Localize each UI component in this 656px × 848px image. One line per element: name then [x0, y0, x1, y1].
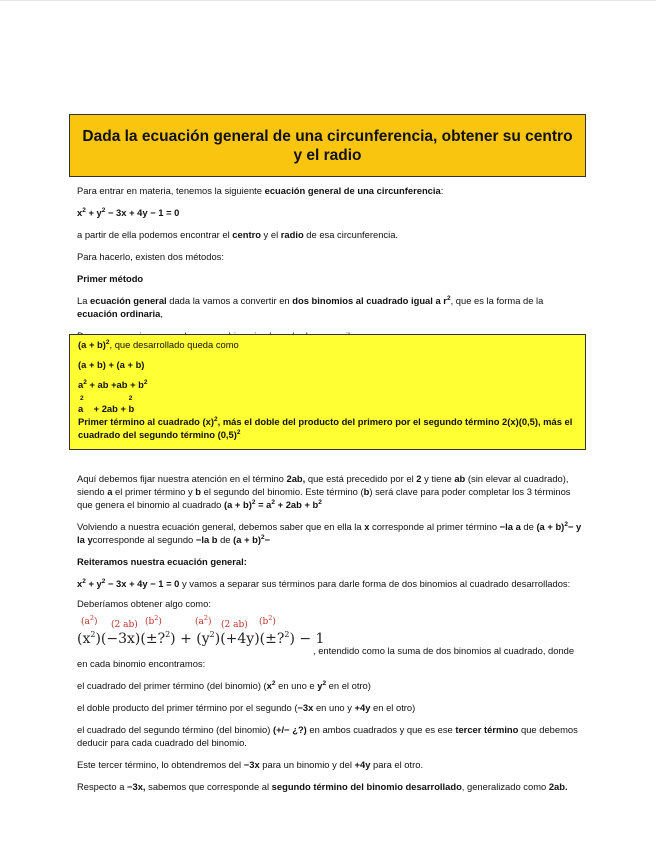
text-bold: ecuación ordinaria — [77, 308, 161, 319]
exponent: 2 — [82, 207, 86, 214]
text-bold: y — [317, 680, 323, 691]
text: el cuadrado del segundo término (del binomio) — [77, 724, 273, 735]
exponent: 2 — [251, 499, 256, 506]
text: + ab +ab + b — [86, 379, 144, 390]
text: que está precedido por el — [305, 473, 417, 484]
binomial-line: a + 2ab + b — [78, 403, 135, 414]
text-bold: − y la — [77, 521, 582, 545]
text-bold: 2 — [416, 473, 422, 484]
exponent: 2 — [101, 578, 106, 585]
text: corresponde al segundo — [92, 534, 196, 545]
text-bold: x — [77, 578, 83, 589]
exponent-line: 2 2 — [80, 395, 133, 402]
formula-label: $(a^2)$ — [195, 614, 212, 627]
text-bold: −3x — [243, 759, 260, 770]
text: Para entrar en materia, tenemos la siguiente — [77, 185, 265, 196]
paragraph: Para hacerlo, existen dos métodos: — [77, 251, 224, 262]
text: Aquí debemos fijar nuestra atención en el término — [77, 473, 287, 484]
formula-label: $(a^2)$ — [81, 614, 98, 627]
text: que debemos deducir para cada cuadrado del binomio. — [77, 724, 578, 748]
text: dada la vamos a convertir en — [166, 295, 293, 306]
text-bold: a — [107, 486, 113, 497]
text: + y — [85, 207, 102, 218]
text: , generalizado como — [461, 781, 549, 792]
text: de — [520, 521, 537, 532]
list-paragraph — [77, 723, 582, 749]
exponent: 2 — [105, 339, 110, 346]
binomial-line: (a + b) + (a + b) — [78, 359, 145, 370]
formula-image — [77, 614, 325, 656]
text: y vamos a separar sus términos para darle forma de dos binomios al cuadrado desarrollados: — [179, 578, 571, 589]
formula-label: (2 ab) — [221, 620, 248, 630]
binomial-explanation — [78, 415, 578, 441]
binomial-line — [78, 338, 578, 351]
text: Este tercer término, lo obtendremos del — [77, 759, 244, 770]
list-paragraph — [77, 701, 582, 714]
exponent: 2 — [322, 680, 327, 687]
text-bold: x — [266, 680, 272, 691]
text: el segundo del binomio. Este término ( — [201, 486, 364, 497]
text-bold: +4y — [354, 759, 371, 770]
intro-section — [77, 177, 582, 342]
text: La — [77, 295, 91, 306]
text: (sin elevar al cuadrado), siendo — [77, 473, 569, 497]
exponent: 2 — [271, 499, 276, 506]
text-bold: (a + b) — [536, 521, 565, 532]
text-bold: b — [195, 486, 202, 497]
paragraph — [77, 472, 582, 511]
text: en uno y — [313, 702, 355, 713]
text: y el — [260, 229, 281, 240]
text: en ambos cuadrados y que es ese — [306, 724, 456, 735]
text: Volviendo a nuestra ecuación general, debemos saber que en ella la — [77, 521, 365, 532]
text-bold: tercer término — [455, 724, 519, 735]
general-equation — [77, 206, 582, 219]
section-heading: Primer método — [77, 273, 144, 284]
text-bold: 2ab. — [548, 781, 568, 792]
section-heading: Reiteramos nuestra ecuación general: — [77, 556, 247, 567]
text: − 3x + 4y − 1 = 0 — [105, 207, 180, 218]
text: de — [217, 534, 234, 545]
text: a — [78, 379, 84, 390]
formula-label: $(b^2)$ — [259, 614, 276, 627]
highlight-box — [69, 334, 586, 450]
text: en uno e — [275, 680, 318, 691]
text-bold: − — [264, 534, 271, 545]
exponent: 2 — [83, 379, 87, 386]
text: sabemos que corresponde al — [145, 781, 272, 792]
text-bold: +4y — [354, 702, 371, 713]
page-title: Dada la ecuación general de una circunferencia, obtener su centro y el radio — [82, 127, 573, 164]
text: x — [77, 207, 83, 218]
text: ) será clave para poder completar los 3 términos que genera el binomio al cuadrado — [77, 486, 571, 510]
text-bold: (+/− ¿?) — [272, 724, 307, 735]
body-section — [77, 472, 582, 793]
text-bold: −la a — [499, 521, 521, 532]
text: Respecto a — [77, 781, 128, 792]
text: el primer término y — [112, 486, 196, 497]
text: en el otro) — [370, 702, 416, 713]
text-bold: 2ab, — [286, 473, 306, 484]
paragraph — [77, 577, 582, 590]
text: : — [440, 185, 444, 196]
text-bold: −3x, — [127, 781, 146, 792]
text: , que desarrollado queda como — [109, 339, 239, 350]
intro-paragraph — [77, 184, 582, 197]
paragraph — [77, 520, 582, 546]
exponent: 2 — [318, 499, 322, 506]
text: Primer término al cuadrado (x) — [78, 416, 214, 427]
text: de esa circunferencia. — [303, 229, 399, 240]
text: para un binomio y del — [259, 759, 355, 770]
exponent: 2 — [446, 295, 451, 302]
text-bold: x — [364, 521, 370, 532]
exponent: 2 — [101, 207, 106, 214]
paragraph: Deberíamos obtener algo como: — [77, 598, 211, 609]
paragraph — [77, 780, 582, 793]
text: el cuadrado del primer término (del binomio) ( — [77, 680, 267, 691]
text-bold: = a — [255, 499, 272, 510]
text-bold: + y — [85, 578, 102, 589]
text: corresponde al primer término — [369, 521, 500, 532]
exponent: 2 — [261, 534, 265, 541]
text-bold: dos binomios al cuadrado igual a r — [292, 295, 447, 306]
text: (a + b) — [78, 339, 106, 350]
list-paragraph — [77, 679, 582, 692]
paragraph — [77, 294, 582, 320]
paragraph: , entendido como la suma de dos binomios al cuadrado, donde en cada binomio encontramos: — [77, 645, 575, 669]
formula-label: $(b^2)$ — [145, 614, 162, 627]
text: el doble producto del primer término por el segundo ( — [77, 702, 298, 713]
formula-expression: $(x^2)(-3x)(\pm?^2)$ + $(y^2)(+4y)(\pm?^2) - 1$ — [77, 630, 325, 647]
text-bold: radio — [280, 229, 304, 240]
text-bold: segundo término del binomio desarrollado — [271, 781, 462, 792]
text-bold: + 2ab + b — [275, 499, 319, 510]
text-bold: centro — [232, 229, 261, 240]
text: en el otro) — [326, 680, 371, 691]
exponent: 2 — [213, 416, 218, 423]
formula-label: (2 ab) — [111, 620, 138, 630]
text: a partir de ella podemos encontrar el — [77, 229, 233, 240]
text-bold: − 3x + 4y − 1 = 0 — [105, 578, 180, 589]
exponent: 2 — [236, 429, 241, 436]
exponent: 2 — [82, 578, 86, 585]
text-bold: −la b — [195, 534, 218, 545]
paragraph — [77, 228, 582, 241]
text-bold: ecuación general — [90, 295, 167, 306]
text: y tiene — [421, 473, 455, 484]
exponent: 2 — [271, 680, 276, 687]
exponent: 2 — [143, 379, 148, 386]
text: para el otro. — [370, 759, 424, 770]
text-bold: ecuación general de una circunferencia — [264, 185, 441, 196]
title-banner — [69, 114, 586, 177]
text-bold: y — [87, 534, 93, 545]
text-bold: ab — [454, 473, 466, 484]
text-bold: b — [363, 486, 370, 497]
paragraph — [77, 758, 582, 771]
text: , — [160, 308, 163, 319]
text: , que es la forma de la — [450, 295, 544, 306]
text: , más el doble del producto del primero por el segundo término 2(x)(0,5), más el cuadrado del segundo término (0,5) — [78, 416, 573, 440]
text-bold: (a + b) — [223, 499, 252, 510]
text-bold: −3x — [297, 702, 314, 713]
text-bold: (a + b) — [233, 534, 261, 545]
binomial-line — [78, 378, 578, 391]
exponent: 2 — [564, 521, 568, 528]
